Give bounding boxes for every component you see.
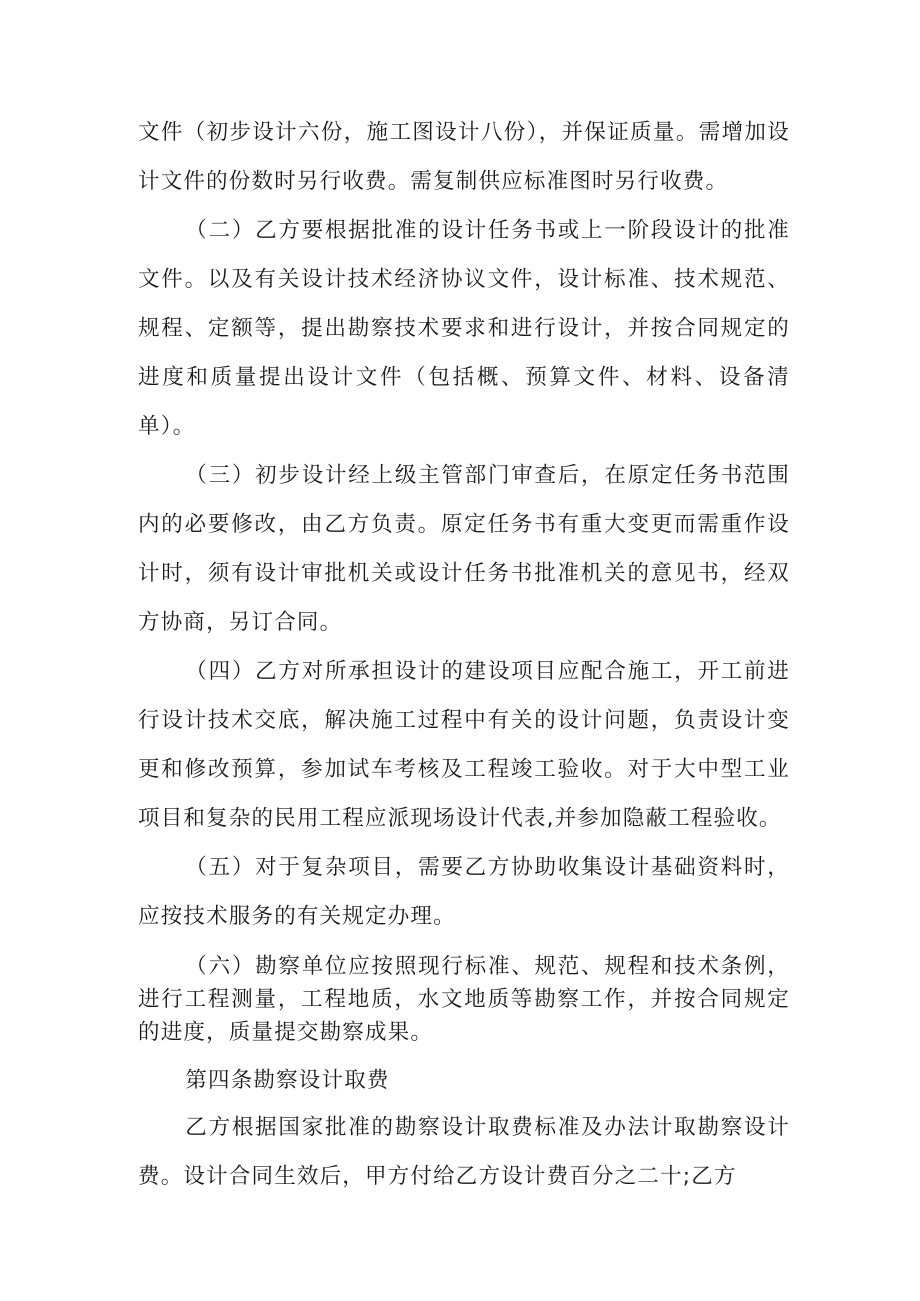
paragraph-clause-3: （三）初步设计经上级主管部门审查后，在原定任务书范围内的必要修改，由乙方负责。原定任务书有重大变更而需重作设计时，须有设计审批机关或设计任务书批准机关的意见书，经双方协商，另订合同。 <box>138 463 790 635</box>
paragraph-continuation: 文件（初步设计六份，施工图设计八份），并保证质量。需增加设计文件的份数时另行收费。需复制供应标准图时另行收费。 <box>138 120 790 194</box>
paragraph-fee-terms: 乙方根据国家批准的勘察设计取费标准及办法计取勘察设计费。设计合同生效后，甲方付给乙方设计费百分之二十;乙方 <box>138 1115 790 1189</box>
section-heading-article-4: 第四条勘察设计取费 <box>185 1068 390 1093</box>
document-body <box>138 108 790 1201</box>
paragraph-clause-6: （六）勘察单位应按照现行标准、规范、规程和技术条例，进行工程测量，工程地质，水文地质等勘察工作，并按合同规定的进度，质量提交勘察成果。 <box>138 954 790 1045</box>
paragraph-clause-4: （四）乙方对所承担设计的建设项目应配合施工，开工前进行设计技术交底，解决施工过程中有关的设计问题，负责设计变更和修改预算，参加试车考核及工程竣工验收。对于大中型工业项目和复杂的民用工程应派现场设计代表,并参加隐蔽工程验收。 <box>138 659 790 831</box>
paragraph-clause-2: （二）乙方要根据批准的设计任务书或上一阶段设计的批准文件。以及有关设计技术经济协议文件，设计标准、技术规范、规程、定额等，提出勘察技术要求和进行设计，并按合同规定的进度和质量提出设计文件（包括概、预算文件、材料、设备清单）。 <box>138 218 790 439</box>
paragraph-clause-5: （五）对于复杂项目，需要乙方协助收集设计基础资料时，应按技术服务的有关规定办理。 <box>138 855 790 929</box>
